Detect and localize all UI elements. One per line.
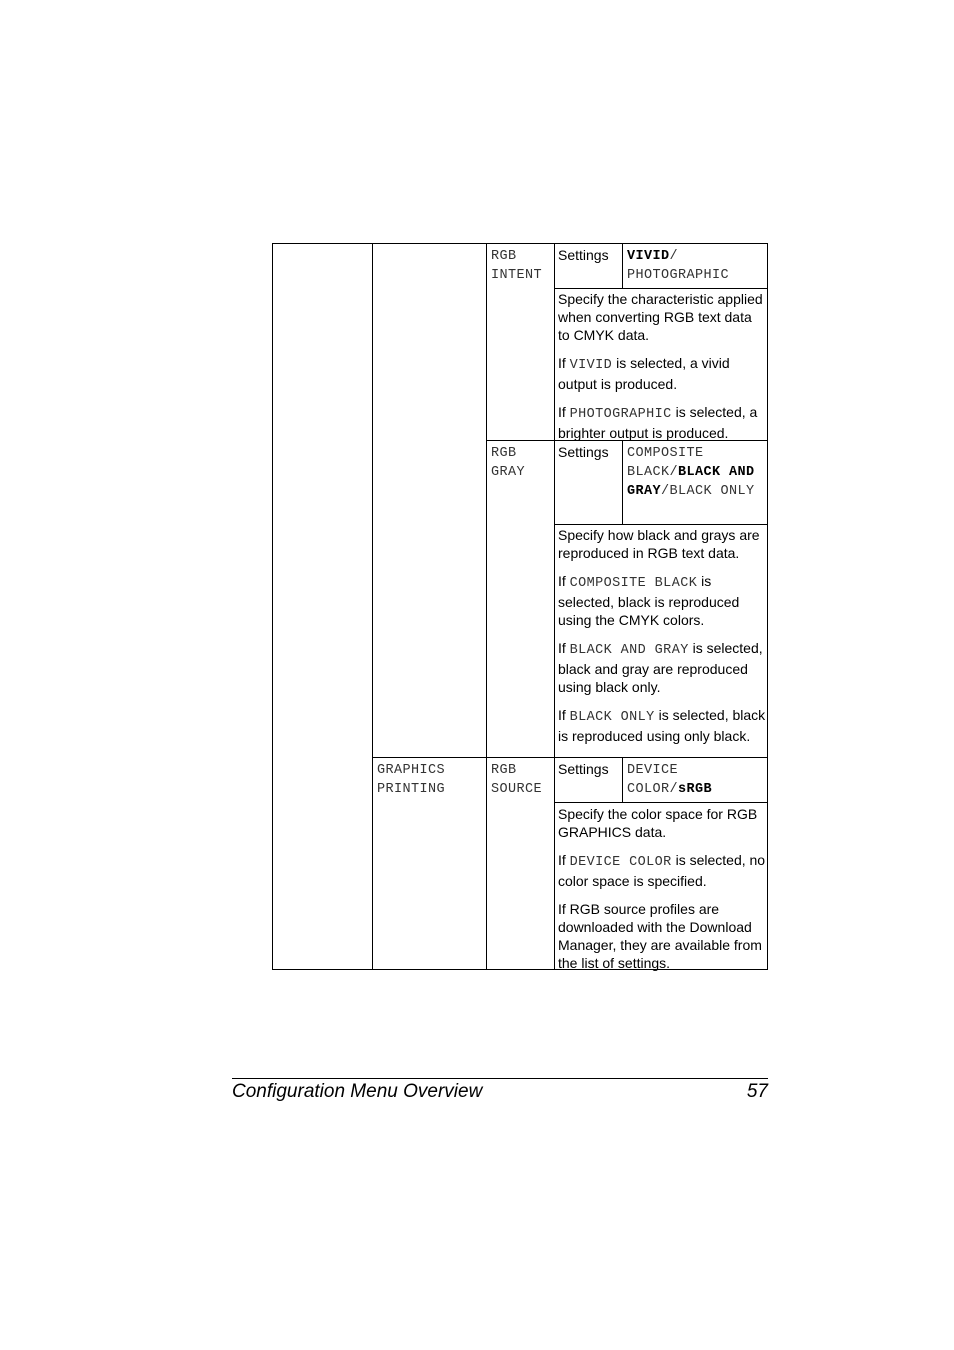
settings-label: Settings [558, 444, 609, 460]
table-border-right [767, 243, 768, 970]
settings-value-rgb-source [627, 761, 765, 799]
settings-value-rgb-gray [627, 444, 765, 501]
description-text: If COMPOSITE BLACK is selected, black is reproduced using the CMYK colors. [558, 573, 740, 628]
default-value: VIVID [627, 249, 670, 264]
settings-value-rgb-intent [627, 247, 765, 285]
other-values: /BLACK ONLY [661, 484, 755, 499]
description-text: If RGB source profiles are downloaded with the Download Manager, they are available from the list of settings. [558, 901, 762, 971]
page-number: 57 [746, 1081, 768, 1102]
other-values: COMPOSITE BLACK/ [627, 446, 704, 480]
col-divider-3 [554, 243, 555, 970]
settings-divider-1 [622, 243, 623, 288]
description-text: Specify the color space for RGB GRAPHICS data. [558, 806, 758, 840]
settings-label: Settings [558, 761, 609, 777]
footer-rule [232, 1078, 768, 1079]
row-divider-settings-3 [554, 802, 768, 803]
description-text: If BLACK ONLY is selected, black is reproduced using only black. [558, 707, 766, 744]
item-rgb-source: RGB SOURCE [491, 763, 543, 797]
table-border-left [272, 243, 273, 970]
category-graphics-printing: GRAPHICS PRINTING [377, 763, 446, 797]
col-divider-1 [372, 243, 373, 970]
row-divider-settings-2 [554, 524, 768, 525]
description-text: Specify the characteristic applied when converting RGB text data to CMYK data. [558, 291, 763, 343]
other-values: / PHOTOGRAPHIC [627, 249, 730, 283]
description-text: If VIVID is selected, a vivid output is produced. [558, 355, 730, 392]
row-divider-category [372, 757, 768, 758]
default-value: BLACK AND GRAY [627, 465, 755, 499]
settings-label: Settings [558, 247, 609, 263]
description-rgb-gray [558, 526, 767, 745]
description-text: If PHOTOGRAPHIC is selected, a brighter output is produced. [558, 404, 758, 441]
row-divider-settings-1 [554, 288, 768, 289]
description-text: If DEVICE COLOR is selected, no color space is specified. [558, 852, 766, 889]
description-text: Specify how black and grays are reproduced in RGB text data. [558, 527, 760, 561]
settings-divider-3 [622, 757, 623, 802]
item-rgb-intent: RGB INTENT [491, 249, 543, 283]
description-rgb-intent [558, 290, 767, 442]
default-value: sRGB [678, 782, 713, 797]
other-values: DEVICE COLOR/ [627, 763, 679, 797]
item-rgb-gray: RGB GRAY [491, 446, 526, 480]
description-text: If BLACK AND GRAY is selected, black and gray are reproduced using black only. [558, 640, 763, 695]
settings-divider-2 [622, 440, 623, 524]
footer-title: Configuration Menu Overview [232, 1081, 483, 1102]
description-rgb-source [558, 805, 767, 972]
table-border-top [272, 243, 768, 244]
col-divider-2 [486, 243, 487, 970]
